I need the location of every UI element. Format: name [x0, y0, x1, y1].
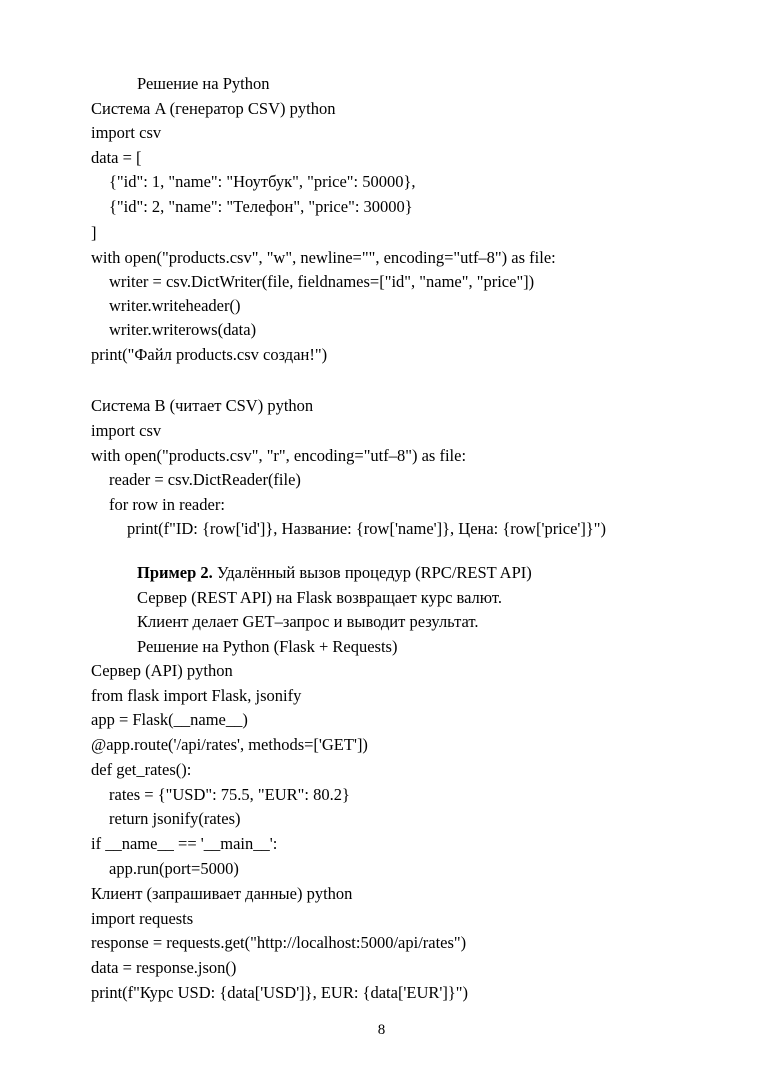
example2-label: Пример 2.: [137, 563, 213, 582]
code-line: response = requests.get("http://localhost:5000/api/rates"): [91, 933, 467, 952]
code-line: from flask import Flask, jsonify: [91, 686, 302, 705]
code-line: writer.writeheader(): [109, 296, 241, 315]
code-line: for row in reader:: [109, 495, 225, 514]
example2-title-rest: Удалённый вызов процедур (RPC/REST API): [212, 563, 532, 582]
code-line: import requests: [91, 909, 194, 928]
code-line: data = response.json(): [91, 958, 237, 977]
code-line: ]: [91, 223, 97, 242]
code-line: app.run(port=5000): [109, 859, 239, 878]
server-title: Сервер (API) python: [91, 661, 233, 680]
code-line: app = Flask(__name__): [91, 710, 248, 729]
code-line: with open("products.csv", "w", newline="", encoding="utf–8") as file:: [91, 248, 556, 267]
code-line: reader = csv.DictReader(file): [109, 470, 301, 489]
code-line: @app.route('/api/rates', methods=['GET']): [91, 735, 368, 754]
code-line: print("Файл products.csv создан!"): [91, 345, 328, 364]
code-line: {"id": 2, "name": "Телефон", "price": 30000}: [109, 197, 413, 216]
code-line: print(f"ID: {row['id']}, Название: {row['name']}, Цена: {row['price']}"): [127, 519, 607, 538]
code-line: {"id": 1, "name": "Ноутбук", "price": 50000},: [109, 172, 416, 191]
code-line: data = [: [91, 148, 142, 167]
code-line: if __name__ == '__main__':: [91, 834, 278, 853]
example2-desc: Решение на Python (Flask + Requests): [137, 637, 398, 656]
code-line: import csv: [91, 123, 162, 142]
code-line: return jsonify(rates): [109, 809, 241, 828]
code-line: import csv: [91, 421, 162, 440]
page-number: 8: [377, 1022, 386, 1038]
code-line: rates = {"USD": 75.5, "EUR": 80.2}: [109, 785, 350, 804]
code-line: writer = csv.DictWriter(file, fieldnames=["id", "name", "price"]): [109, 272, 535, 291]
code-line: def get_rates():: [91, 760, 192, 779]
example2-title: [137, 563, 532, 583]
code-line: writer.writerows(data): [109, 320, 257, 339]
system-b-title: Система B (читает CSV) python: [91, 396, 314, 415]
code-line: print(f"Курс USD: {data['USD']}, EUR: {data['EUR']}"): [91, 983, 469, 1002]
example2-desc: Клиент делает GET–запрос и выводит результат.: [137, 612, 479, 631]
system-a-title: Система A (генератор CSV) python: [91, 99, 336, 118]
code-line: with open("products.csv", "r", encoding="utf–8") as file:: [91, 446, 467, 465]
example2-desc: Сервер (REST API) на Flask возвращает курс валют.: [137, 588, 502, 607]
client-title: Клиент (запрашивает данные) python: [91, 884, 353, 903]
section-heading: Решение на Python: [137, 74, 270, 93]
